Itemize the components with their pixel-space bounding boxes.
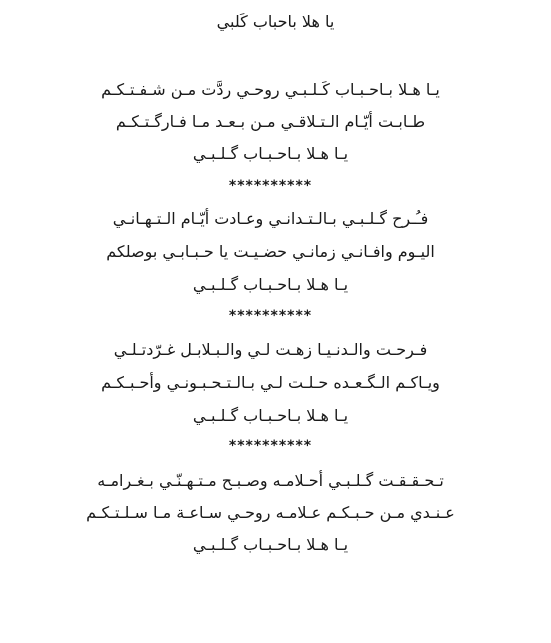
stanza-separator: ********** xyxy=(228,438,313,454)
stanza-separator: ********** xyxy=(228,178,313,194)
poem-line: فـُـرح گـلـبـي بـالـتـدانـي وعـادت أيّـام الـتـهـانـي xyxy=(112,209,429,228)
poem-line: يـا هـلا بـاحـبـاب كَـلـبـي روحـي ردَّت مـن شـفـتـكـم xyxy=(101,80,440,99)
poem-refrain: يـا هـلا بـاحـبـاب گـلـبـي xyxy=(192,535,349,554)
poem-line: تـحـقـقـت گـلـبـي أحـلامـه وصـبـح مـتـهـنّـي بـغـرامـه xyxy=(97,471,444,490)
poem-refrain: يـا هـلا بـاحـبـاب گـلـبـي xyxy=(192,144,349,163)
poem-refrain: يـا هـلا بـاحـبـاب گـلـبـي xyxy=(192,275,349,294)
poem-line: ويـاكـم الـگـعـده حـلـت لـي بـالـتـحـبـونـي وأحـبـكـم xyxy=(101,373,440,392)
poem-line: اليـوم وافـانـي زمانـي حضـيـت يا حـبـابـي بوصلكم xyxy=(106,242,435,261)
poem-line: طـابـت أيّـام الـتـلاقـي مـن بـعـد مـا فـارگـتـكـم xyxy=(115,112,426,131)
poem-refrain: يـا هـلا بـاحـبـاب گـلـبـي xyxy=(192,406,349,425)
poem-line: فـرحـت والـدنـيـا زهـت لـي والـبـلابـل غـرّدتـلـي xyxy=(113,340,428,359)
stanza-separator: ********** xyxy=(228,308,313,324)
poem-title: يا هلا باحباب كَلبي xyxy=(216,12,335,31)
poem-line: عـنـدي مـن حـبـكـم عـلامـه روحـي سـاعـة مـا سـلـتـكـم xyxy=(86,503,455,522)
